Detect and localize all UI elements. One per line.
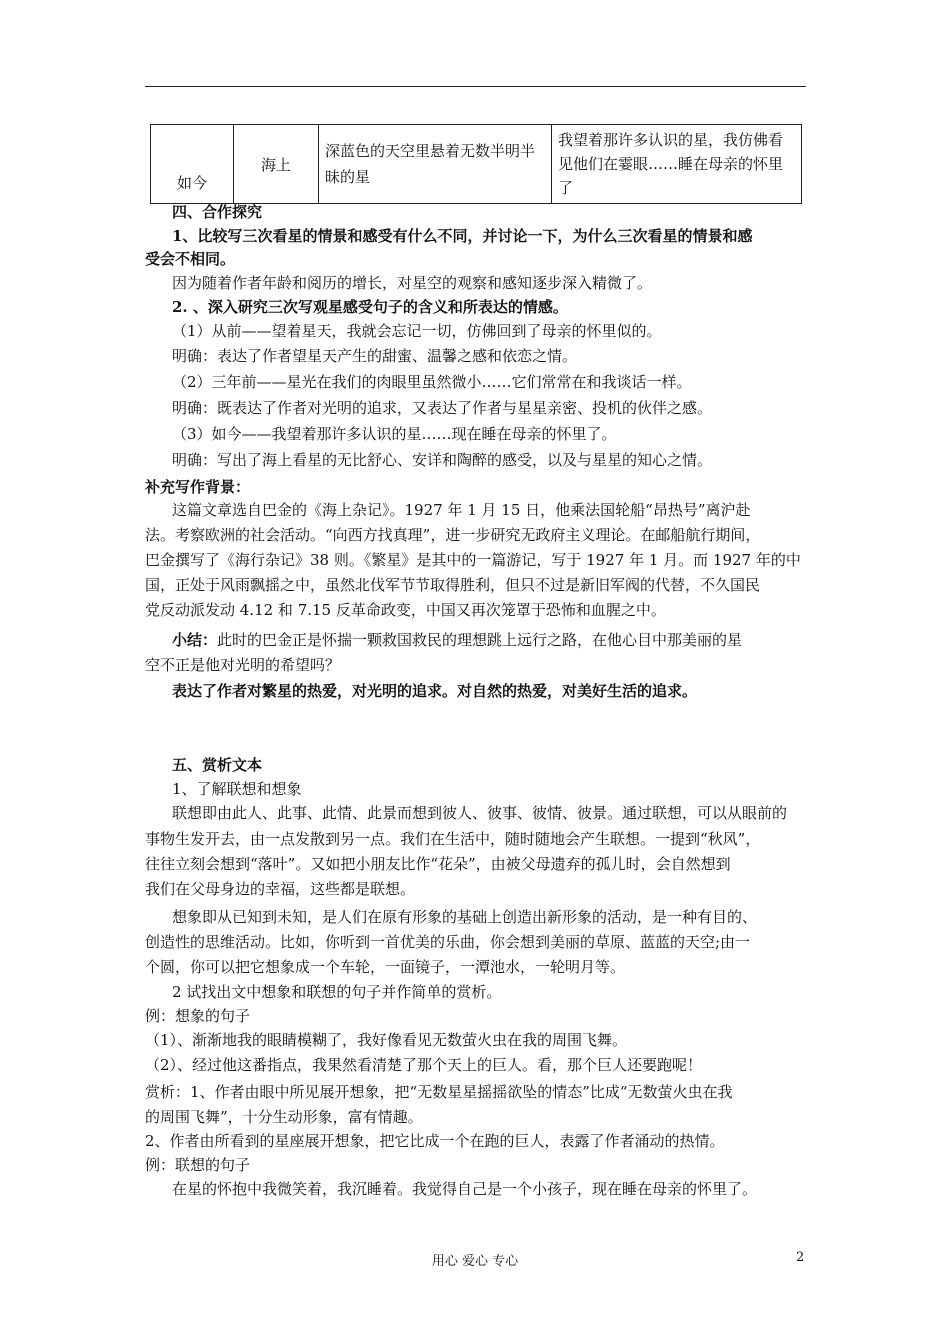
task-2: 2 试找出文中想象和联想的句子并作简单的赏析。 xyxy=(172,983,502,1001)
association-sentence: 在星的怀抱中我微笑着，我沉睡着。我觉得自己是一个小孩子，现在睡在母亲的怀里了。 xyxy=(172,1180,758,1198)
header-rule xyxy=(145,86,806,87)
scene-cell: 深蓝色的天空里悬着无数半明半昧的星 xyxy=(319,125,552,204)
analysis-line-3: 2、作者由所看到的星座展开想象，把它比成一个在跑的巨人，表露了作者涌动的热情。 xyxy=(145,1132,725,1150)
background-line-4: 国，正处于风雨飘摇之中，虽然北伐军节节取得胜利，但只不过是新旧军阀的代替，不久国民 xyxy=(145,576,761,594)
table-row xyxy=(151,125,802,204)
answer-1: 因为随着作者年龄和阅历的增长，对星空的观察和感知逐步深入精微了。 xyxy=(172,274,653,292)
imagination-line-3: 个圆，你可以把它想象成一个车轮，一面镜子，一潭池水，一轮明月等。 xyxy=(145,958,626,976)
association-line-2: 事物生发开去，由一点发散到另一点。我们在生活中，随时随地会产生联想。一提到“秋风”， xyxy=(145,830,761,848)
imagination-line-2: 创造性的思维活动。比如，你听到一首优美的乐曲，你会想到美丽的草原、蓝蓝的天空;由一 xyxy=(145,933,751,951)
analysis-line-1: 赏析：1、作者由眼中所见展开想象，把“无数星星摇摇欲坠的情态”比成“无数萤火虫在我 xyxy=(145,1083,733,1101)
background-line-3: 巴金撰写了《海行杂记》38 则。《繁星》是其中的一篇游记，写于 1927 年 1 月。而 1927 年的中 xyxy=(145,551,801,569)
example-association: 例：联想的句子 xyxy=(145,1156,251,1174)
background-line-2: 法。考察欧洲的社会活动。“向西方找真理”，进一步研究无政府主义理论。在邮船航行期间， xyxy=(145,526,761,544)
imagination-sentence-1: （1）、渐渐地我的眼睛模糊了，我好像看见无数萤火虫在我的周围飞舞。 xyxy=(145,1031,628,1049)
summary-label: 小结： xyxy=(172,631,218,649)
quote-2: （2）三年前——星光在我们的肉眼里虽然微小……它们常常在和我谈话一样。 xyxy=(172,373,692,391)
association-line-4: 我们在父母身边的幸福，这些都是联想。 xyxy=(145,880,416,898)
subheading-1: 1、了解联想和想象 xyxy=(172,780,302,798)
star-viewing-table xyxy=(150,124,802,204)
association-line-3: 往往立刻会想到“落叶”。又如把小朋友比作“花朵”，由被父母遗弃的孤儿时，会自然想到 xyxy=(145,855,731,873)
explain-1: 明确：表达了作者望星天产生的甜蜜、温馨之感和依恋之情。 xyxy=(172,347,578,365)
example-imagination: 例：想象的句子 xyxy=(145,1007,251,1025)
quote-3: （3）如今——我望着那许多认识的星……现在睡在母亲的怀里了。 xyxy=(172,425,617,443)
quote-1: （1）从前——望着星天，我就会忘记一切，仿佛回到了母亲的怀里似的。 xyxy=(172,322,662,340)
feeling-cell: 我望着那许多认识的星，我仿佛看见他们在霎眼……睡在母亲的怀里了 xyxy=(552,125,802,204)
question-1-cont: 受会不相同。 xyxy=(145,250,236,268)
association-line-1: 联想即由此人、此事、此情、此景而想到彼人、彼事、彼情、彼景。通过联想，可以从眼前的 xyxy=(172,804,788,822)
background-line-5: 党反动派发动 4.12 和 7.15 反革命政变，中国又再次笼罩于恐怖和血腥之中。 xyxy=(145,601,666,619)
question-1: 1、比较写三次看星的情景和感受有什么不同，并讨论一下，为什么三次看星的情景和感 xyxy=(172,227,753,245)
background-line-1: 这篇文章选自巴金的《海上杂记》。1927 年 1 月 15 日，他乘法国轮船“昂热号”离沪赴 xyxy=(172,501,751,519)
analysis-line-2: 的周围飞舞”，十分生动形象，富有情趣。 xyxy=(145,1108,423,1126)
footer-motto: 用心 爱心 专心 xyxy=(431,1254,519,1269)
summary-conclusion: 表达了作者对繁星的热爱，对光明的追求。对自然的热爱，对美好生活的追求。 xyxy=(172,682,698,700)
summary-line-1: 小结：此时的巴金正是怀揣一颗救国救民的理想跳上远行之路，在他心目中那美丽的星 xyxy=(172,631,743,649)
section-four-heading: 四、合作探究 xyxy=(172,203,263,221)
place-cell: 海上 xyxy=(234,125,319,204)
time-cell: 如今 xyxy=(151,125,234,204)
question-2: 2. 、深入研究三次写观星感受句子的含义和所表达的情感。 xyxy=(172,298,568,316)
explain-3: 明确：写出了海上看星的无比舒心、安详和陶醉的感受，以及与星星的知心之情。 xyxy=(172,451,713,469)
page-number: 2 xyxy=(796,1250,805,1265)
imagination-line-1: 想象即从已知到未知，是人们在原有形象的基础上创造出新形象的活动，是一种有目的、 xyxy=(172,908,758,926)
background-heading: 补充写作背景： xyxy=(145,478,251,496)
explain-2: 明确：既表达了作者对光明的追求，又表达了作者与星星亲密、投机的伙伴之感。 xyxy=(172,399,713,417)
summary-line-2: 空不正是他对光明的希望吗？ xyxy=(145,656,341,674)
imagination-sentence-2: （2）、经过他这番指点，我果然看清楚了那个天上的巨人。看，那个巨人还要跑呢！ xyxy=(145,1056,703,1074)
section-five-heading: 五、赏析文本 xyxy=(172,756,263,774)
